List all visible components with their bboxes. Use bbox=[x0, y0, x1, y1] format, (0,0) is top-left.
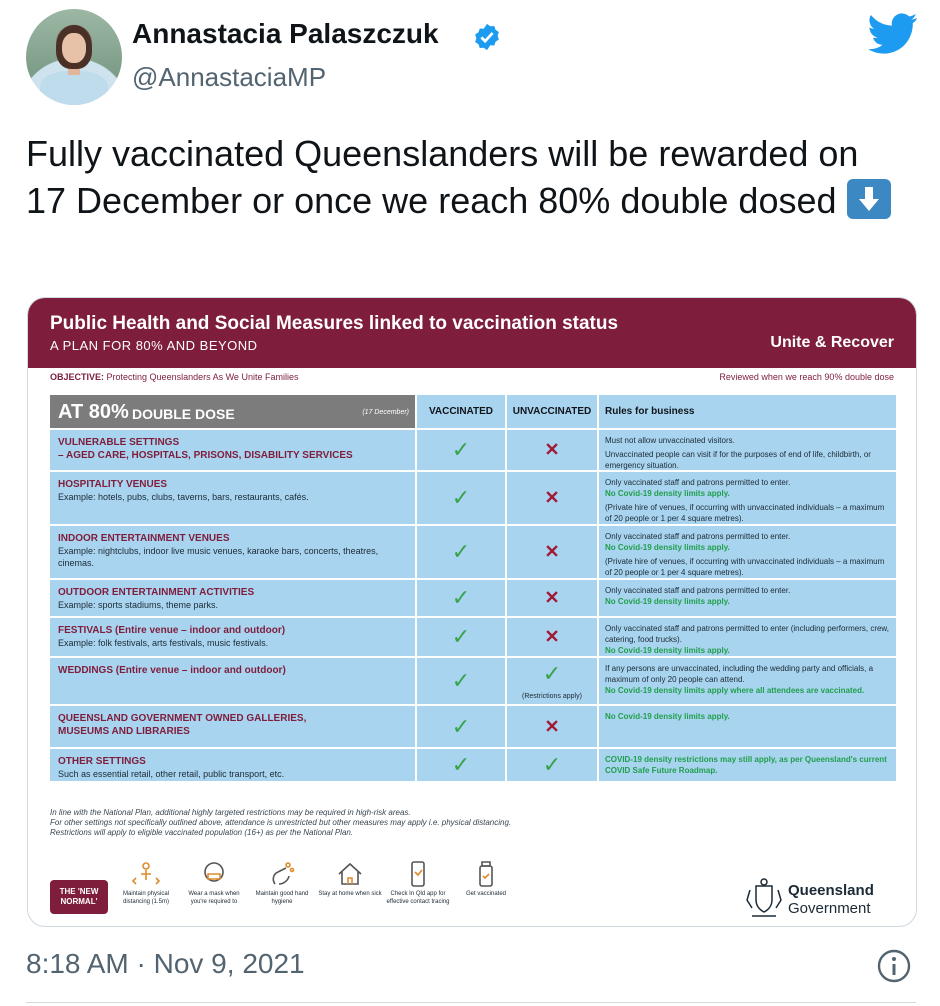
rules-cell: No Covid-19 density limits apply. bbox=[599, 706, 896, 747]
checkmark-icon: ✓ bbox=[451, 713, 471, 739]
author-name[interactable]: Annastacia Palaszczuk bbox=[132, 18, 439, 49]
unvaccinated-cell bbox=[507, 526, 597, 578]
checkmark-icon: ✓ bbox=[542, 752, 562, 777]
tweet-text-body: Fully vaccinated Queenslanders will be rewarded on 17 December or once we reach 80% double dosed bbox=[26, 133, 859, 221]
table-row bbox=[50, 428, 896, 470]
hand-hygiene-icon: Maintain good hand hygiene bbox=[250, 860, 314, 906]
vaccinated-cell bbox=[417, 749, 505, 781]
infographic-header-band bbox=[28, 298, 916, 368]
checkmark-icon: ✓ bbox=[542, 661, 562, 687]
checkmark-icon: ✓ bbox=[451, 437, 471, 462]
vaccinated-cell bbox=[417, 472, 505, 524]
mask-icon: Wear a mask when you're required to bbox=[182, 860, 246, 906]
at-80-header: AT 80% DOUBLE DOSE (17 December) bbox=[50, 395, 415, 428]
cross-icon: ✕ bbox=[544, 541, 560, 562]
table-row bbox=[50, 470, 896, 524]
unvaccinated-cell bbox=[507, 618, 597, 656]
cross-icon: ✕ bbox=[544, 626, 560, 647]
reviewed-note: Reviewed when we reach 90% double dose bbox=[719, 372, 894, 382]
down-arrow-emoji-icon bbox=[847, 179, 891, 219]
row-label: HOSPITALITY VENUES Example: hotels, pubs, clubs, taverns, bars, restaurants, cafés. bbox=[50, 472, 415, 524]
author-handle[interactable]: @AnnastaciaMP bbox=[132, 62, 327, 92]
table-row bbox=[50, 704, 896, 747]
vaccinated-cell bbox=[417, 618, 505, 656]
row-label: WEDDINGS (Entire venue – indoor and outdoor) bbox=[50, 658, 415, 704]
vaccinated-header: VACCINATED bbox=[417, 395, 505, 428]
unvaccinated-cell bbox=[507, 580, 597, 616]
unvaccinated-cell bbox=[507, 472, 597, 524]
cross-icon: ✕ bbox=[544, 716, 560, 736]
infographic-image[interactable] bbox=[27, 297, 917, 927]
crest-icon bbox=[744, 876, 784, 920]
cross-icon: ✕ bbox=[544, 487, 560, 508]
vaccinated-cell bbox=[417, 658, 505, 704]
unvaccinated-cell bbox=[507, 430, 597, 470]
infographic-title: Public Health and Social Measures linked to vaccination status bbox=[50, 313, 619, 334]
unvaccinated-cell bbox=[507, 749, 597, 781]
table-row bbox=[50, 747, 896, 781]
measures-table bbox=[50, 395, 896, 781]
table-header bbox=[50, 395, 896, 428]
queensland-government-logo: Queensland Government bbox=[744, 876, 894, 920]
table-row bbox=[50, 616, 896, 656]
rules-cell: Must not allow unvaccinated visitors. Unvaccinated people can visit if for the purposes of end of life, childbirth, or emergency situation. bbox=[599, 430, 896, 470]
home-icon: Stay at home when sick bbox=[318, 860, 382, 898]
unvaccinated-header: UNVACCINATED bbox=[507, 395, 597, 428]
rules-cell: If any persons are unvaccinated, including the wedding party and officials, a maximum of only 20 people can attend. No Covid-19 density limits apply where all attendees are vaccinated. bbox=[599, 658, 896, 704]
vaccinated-cell bbox=[417, 430, 505, 470]
row-label: VULNERABLE SETTINGS – AGED CARE, HOSPITALS, PRISONS, DISABILITY SERVICES bbox=[50, 430, 415, 470]
unvaccinated-cell bbox=[507, 658, 597, 704]
vaccine-icon: Get vaccinated bbox=[454, 860, 518, 898]
objective: OBJECTIVE: Protecting Queenslanders As We Unite Families bbox=[50, 372, 299, 382]
cross-icon: ✕ bbox=[544, 587, 560, 608]
checkmark-icon: ✓ bbox=[451, 585, 471, 610]
divider bbox=[26, 1002, 916, 1003]
table-row bbox=[50, 524, 896, 578]
row-label: OTHER SETTINGS Such as essential retail, other retail, public transport, etc. bbox=[50, 749, 415, 781]
verified-badge-icon bbox=[472, 22, 502, 52]
unite-recover-logo: Unite & Recover bbox=[770, 334, 894, 351]
vaccinated-cell bbox=[417, 706, 505, 747]
infographic-subtitle: A PLAN FOR 80% AND BEYOND bbox=[50, 338, 258, 353]
checkmark-icon: ✓ bbox=[451, 752, 471, 777]
tweet-text bbox=[26, 130, 906, 224]
row-label: FESTIVALS (Entire venue – indoor and outdoor) Example: folk festivals, arts festivals, music festivals. bbox=[50, 618, 415, 656]
table-row bbox=[50, 578, 896, 616]
cross-icon: ✕ bbox=[544, 439, 560, 460]
vaccinated-cell bbox=[417, 580, 505, 616]
checkmark-icon: ✓ bbox=[451, 668, 471, 693]
row-label: QUEENSLAND GOVERNMENT OWNED GALLERIES, MUSEUMS AND LIBRARIES bbox=[50, 706, 415, 747]
avatar[interactable] bbox=[26, 9, 122, 105]
checkmark-icon: ✓ bbox=[451, 539, 471, 564]
new-normal-badge: THE 'NEW NORMAL' bbox=[50, 880, 108, 914]
checkmark-icon: ✓ bbox=[451, 624, 471, 649]
vaccinated-cell bbox=[417, 526, 505, 578]
rules-cell: Only vaccinated staff and patrons permitted to enter. No Covid-19 density limits apply. bbox=[599, 580, 896, 616]
rules-cell: Only vaccinated staff and patrons permitted to enter. No Covid-19 density limits apply. (Private hire of venues, if occurring with unvaccinated individuals – a maximum of 20 people or 1 per 4 square metres). bbox=[599, 472, 896, 524]
row-label: OUTDOOR ENTERTAINMENT ACTIVITIES Example: sports stadiums, theme parks. bbox=[50, 580, 415, 616]
rules-cell: COVID-19 density restrictions may still apply, as per Queensland's current COVID Safe Future Roadmap. bbox=[599, 749, 896, 781]
checkmark-icon: ✓ bbox=[451, 485, 471, 510]
rules-cell: Only vaccinated staff and patrons permitted to enter. No Covid-19 density limits apply. (Private hire of venues, if occurring with unvaccinated individuals – a maximum of 20 people or 1 per 4 square metres). bbox=[599, 526, 896, 578]
footnotes: In line with the National Plan, additional highly targeted restrictions may be required in high-risk areas. For other settings not specifically outlined above, attendance is unrestricted but other measures may apply i.e. physical distancing. Restrictions will apply to eligible vaccinated population (16+) as per the National Plan. bbox=[50, 808, 512, 837]
row-label: INDOOR ENTERTAINMENT VENUES Example: nightclubs, indoor live music venues, karaoke bars, concerts, theatres, cinemas. bbox=[50, 526, 415, 578]
phone-icon: Check In Qld app for effective contact tracing bbox=[386, 860, 450, 906]
tweet-timestamp[interactable]: 8:18 AM · Nov 9, 2021 bbox=[26, 948, 305, 979]
table-row bbox=[50, 656, 896, 704]
restrictions-note: (Restrictions apply) bbox=[522, 693, 582, 700]
info-icon[interactable] bbox=[876, 948, 912, 984]
twitter-bird-icon[interactable] bbox=[868, 12, 918, 56]
unvaccinated-cell bbox=[507, 706, 597, 747]
rules-header: Rules for business bbox=[599, 395, 896, 428]
rules-cell: Only vaccinated staff and patrons permitted to enter (including performers, crew, catering, food trucks). No Covid-19 density limits apply. bbox=[599, 618, 896, 656]
distancing-icon: Maintain physical distancing (1.5m) bbox=[114, 860, 178, 906]
